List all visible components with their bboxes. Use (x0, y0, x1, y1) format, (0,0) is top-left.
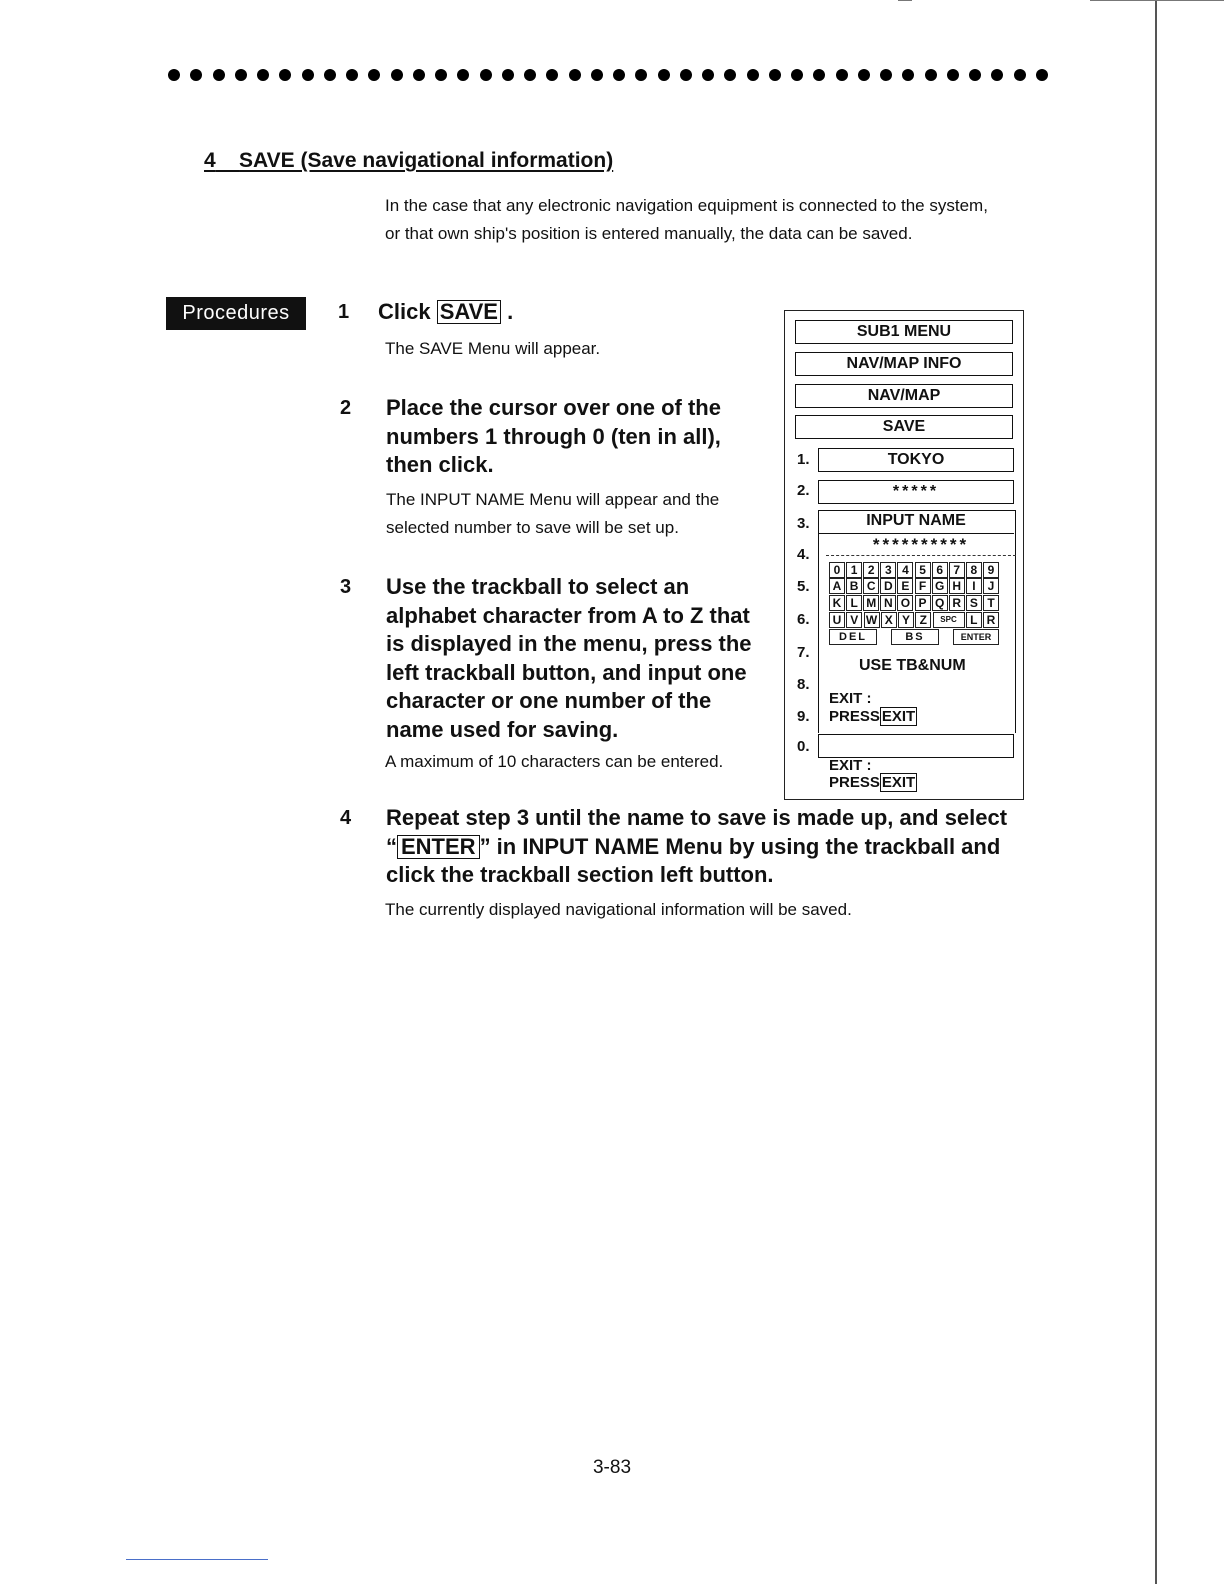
save-button[interactable]: SAVE (795, 415, 1013, 439)
key-k[interactable]: K (829, 595, 845, 611)
key-e[interactable]: E (897, 578, 913, 594)
step-4-heading-line: “ENTER ” in INPUT NAME Menu by using the trackball and (386, 833, 1001, 859)
header-dot (524, 69, 536, 81)
exit-key[interactable]: EXIT (881, 708, 916, 725)
step-2-heading-line: Place the cursor over one of the (386, 395, 721, 420)
header-dot (435, 69, 447, 81)
key-y[interactable]: Y (898, 612, 914, 628)
key-3[interactable]: 3 (880, 562, 896, 578)
header-dot (168, 69, 180, 81)
step-2-text (386, 486, 719, 542)
step-4-number: 4 (340, 807, 352, 829)
key-2[interactable]: 2 (863, 562, 879, 578)
key-o[interactable]: O (897, 595, 913, 611)
step-3-heading-line: left trackball button, and input one (386, 659, 747, 685)
page-edge-rule (1155, 0, 1157, 1584)
key-d[interactable]: D (880, 578, 896, 594)
slot-label: 9. (797, 708, 810, 725)
key-b[interactable]: B (846, 578, 862, 594)
enter-key[interactable]: ENTER (953, 629, 999, 645)
header-dot (969, 69, 981, 81)
header-dot (368, 69, 380, 81)
top-edge-rule (1090, 0, 1224, 1)
sub1-menu-button[interactable]: SUB1 MENU (795, 320, 1013, 344)
key-l[interactable]: L (966, 612, 982, 628)
backspace-key[interactable]: BS (891, 629, 939, 645)
header-dot (502, 69, 514, 81)
header-dot (480, 69, 492, 81)
input-exit-label: EXIT : (829, 690, 872, 707)
section-title: 4 SAVE (Save navigational information) (204, 149, 614, 172)
header-dot (413, 69, 425, 81)
key-z[interactable]: Z (915, 612, 931, 628)
step-3-heading-line: is displayed in the menu, press the (386, 631, 752, 656)
step-3-heading-line: Use the trackball to select an (386, 574, 690, 599)
header-dot (680, 69, 692, 81)
footer-rule (126, 1559, 268, 1560)
header-dot (991, 69, 1003, 81)
key-m[interactable]: M (863, 595, 879, 611)
header-dot (302, 69, 314, 81)
header-dot (813, 69, 825, 81)
key-r[interactable]: R (983, 612, 999, 628)
header-dot (391, 69, 403, 81)
navmap-button[interactable]: NAV/MAP (795, 384, 1013, 408)
key-g[interactable]: G (932, 578, 948, 594)
step-2-number: 2 (340, 397, 352, 419)
top-tick (898, 0, 912, 1)
input-exit-instruction: PRESS EXIT (829, 708, 916, 725)
header-dot (190, 69, 202, 81)
menu-exit-label: EXIT : (829, 757, 872, 774)
step-2-text-line: selected number to save will be set up. (386, 518, 679, 537)
page-number: 3-83 (592, 1457, 632, 1478)
header-dot (747, 69, 759, 81)
navmap-info-button[interactable]: NAV/MAP INFO (795, 352, 1013, 376)
key-j[interactable]: J (983, 578, 999, 594)
header-dot (235, 69, 247, 81)
key-r[interactable]: R (949, 595, 965, 611)
save-slot-1[interactable]: TOKYO (818, 448, 1014, 472)
header-dot (457, 69, 469, 81)
key-x[interactable]: X (881, 612, 897, 628)
step-3-heading (386, 573, 752, 744)
slot-label: 0. (797, 738, 810, 755)
save-key-label: SAVE (437, 300, 501, 324)
procedures-badge: Procedures (166, 297, 306, 330)
key-q[interactable]: Q (932, 595, 948, 611)
header-dot (324, 69, 336, 81)
step-1-number: 1 (338, 301, 350, 323)
key-s[interactable]: S (966, 595, 982, 611)
step-2-heading (386, 394, 721, 480)
slot-label: 4. (797, 546, 810, 563)
dotted-header-rule (168, 66, 1048, 84)
key-row-k-t (829, 595, 999, 610)
header-dot (791, 69, 803, 81)
key-spc[interactable]: SPC (933, 612, 965, 628)
slot-label: 2. (797, 482, 810, 499)
key-c[interactable]: C (863, 578, 879, 594)
menu-exit-instruction: PRESS EXIT (829, 774, 916, 791)
step-3-heading-line: character or one number of the (386, 688, 712, 713)
step-2-heading-line: then click. (386, 452, 494, 477)
header-dot (880, 69, 892, 81)
step-1-heading: Click SAVE . (378, 299, 514, 324)
save-slot-2[interactable]: ***** (818, 480, 1014, 504)
header-dot (546, 69, 558, 81)
intro-paragraph (385, 192, 1085, 248)
intro-line-2: or that own ship's position is entered manually, the data can be saved. (385, 224, 913, 243)
header-dot (902, 69, 914, 81)
key-9[interactable]: 9 (983, 562, 999, 578)
key-4[interactable]: 4 (897, 562, 913, 578)
step-2-heading-line: numbers 1 through 0 (ten in all), (386, 423, 721, 449)
key-l[interactable]: L (846, 595, 862, 611)
input-name-title: INPUT NAME (818, 512, 1014, 534)
header-dot (569, 69, 581, 81)
header-dot (925, 69, 937, 81)
header-dot (346, 69, 358, 81)
key-1[interactable]: 1 (846, 562, 862, 578)
header-dot (279, 69, 291, 81)
key-f[interactable]: F (915, 578, 931, 594)
key-p[interactable]: P (915, 595, 931, 611)
name-entry-field[interactable]: ********** (826, 535, 1016, 556)
key-5[interactable]: 5 (915, 562, 931, 578)
slot-label: 5. (797, 578, 810, 595)
header-dot (613, 69, 625, 81)
header-dot (724, 69, 736, 81)
header-dot (858, 69, 870, 81)
key-row-digits (829, 562, 999, 577)
key-n[interactable]: N (880, 595, 896, 611)
step-3-heading-line: name used for saving. (386, 716, 619, 742)
key-row-u-z (829, 612, 999, 627)
intro-line-1: In the case that any electronic navigation equipment is connected to the system, (385, 196, 988, 215)
header-dot (213, 69, 225, 81)
step-2-text-line: The INPUT NAME Menu will appear and the (386, 490, 720, 509)
key-8[interactable]: 8 (966, 562, 982, 578)
slot-label: 1. (797, 451, 810, 468)
header-dot (658, 69, 670, 81)
key-v[interactable]: V (846, 612, 862, 628)
key-6[interactable]: 6 (932, 562, 948, 578)
slot-label: 6. (797, 611, 810, 628)
header-dot (591, 69, 603, 81)
key-h[interactable]: H (949, 578, 965, 594)
step-4-text: The currently displayed navigational information will be saved. (385, 900, 852, 919)
slot-label: 8. (797, 676, 810, 693)
step-4-heading-line: Repeat step 3 until the name to save is made up, and select (386, 805, 1008, 830)
header-dot (635, 69, 647, 81)
header-dot (1036, 69, 1048, 81)
exit-key[interactable]: EXIT (881, 774, 916, 791)
slot-label: 7. (797, 644, 810, 661)
save-slot-0[interactable] (818, 734, 1014, 758)
key-0[interactable]: 0 (829, 562, 845, 578)
input-hint: USE TB&NUM (859, 657, 966, 674)
key-row-a-j (829, 578, 999, 593)
step-3-heading-line: alphabet character from A to Z that (386, 602, 750, 628)
key-w[interactable]: W (864, 612, 880, 628)
header-dot (257, 69, 269, 81)
header-dot (769, 69, 781, 81)
header-dot (836, 69, 848, 81)
enter-key-label: ENTER (397, 835, 480, 859)
step-1-text: The SAVE Menu will appear. (385, 339, 601, 358)
step-4-heading-line: click the trackball section left button. (386, 862, 774, 887)
header-dot (1014, 69, 1026, 81)
key-u[interactable]: U (829, 612, 845, 628)
delete-key[interactable]: DEL (829, 629, 877, 645)
step-4-heading (386, 804, 1007, 890)
key-7[interactable]: 7 (949, 562, 965, 578)
key-i[interactable]: I (966, 578, 982, 594)
step-3-number: 3 (340, 576, 352, 598)
header-dot (702, 69, 714, 81)
key-row-edit (829, 629, 999, 644)
key-a[interactable]: A (829, 578, 845, 594)
slot-label: 3. (797, 515, 810, 532)
header-dot (947, 69, 959, 81)
step-3-text: A maximum of 10 characters can be entered. (385, 752, 724, 771)
key-t[interactable]: T (983, 595, 999, 611)
